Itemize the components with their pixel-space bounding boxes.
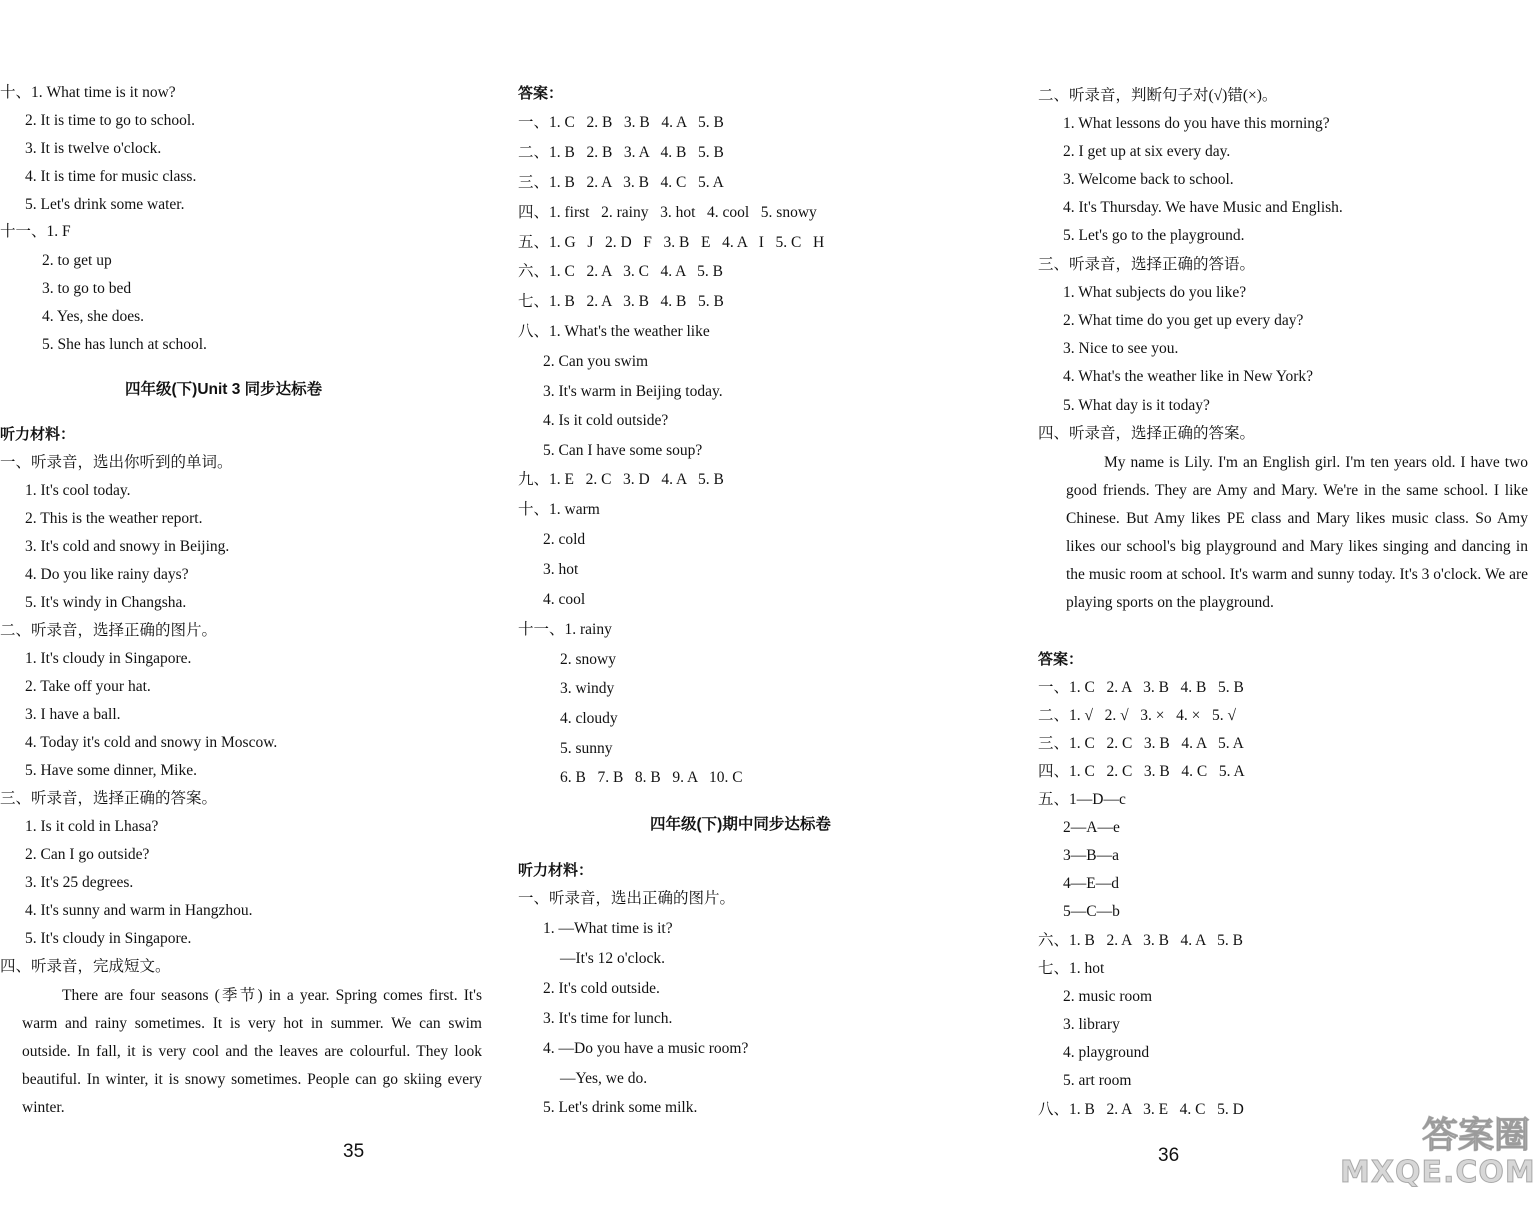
answer-line: 3. library: [1063, 1016, 1120, 1033]
question-heading: 三、听录音，选择正确的答语。: [1038, 256, 1256, 273]
answer-line: 八、1. B 2. A 3. E 4. C 5. D: [1038, 1101, 1244, 1118]
answer-line: 十一、1. rainy: [518, 621, 612, 638]
answer-line: 4. cloudy: [560, 710, 618, 727]
listening-line: 2. What time do you get up every day?: [1063, 312, 1304, 329]
listening-line: 1. Is it cold in Lhasa?: [25, 818, 159, 835]
listening-line: 4. —Do you have a music room?: [543, 1040, 749, 1057]
answer-line: 八、1. What's the weather like: [518, 323, 710, 340]
answer-line: 四、1. first 2. rainy 3. hot 4. cool 5. snowy: [518, 204, 817, 221]
listening-line: 3. It's time for lunch.: [543, 1010, 673, 1027]
answer-line: 4. Is it cold outside?: [543, 412, 669, 429]
question-heading: 一、听录音，选出正确的图片。: [518, 890, 736, 907]
answer-line: 二、1. √ 2. √ 3. × 4. × 5. √: [1038, 707, 1237, 724]
answers-heading: 答案：: [1038, 651, 1084, 668]
listening-line: 2. It's cold outside.: [543, 980, 660, 997]
page-number: 36: [1158, 1145, 1180, 1166]
answer-line: 2. Can you swim: [543, 353, 649, 370]
answer-line: 三、1. C 2. C 3. B 4. A 5. A: [1038, 735, 1244, 752]
listening-line: 2. I get up at six every day.: [1063, 143, 1231, 160]
listening-line: 2. This is the weather report.: [25, 510, 203, 527]
listening-line: 2. Take off your hat.: [25, 678, 151, 695]
answers-heading: 答案：: [518, 85, 564, 102]
answer-line: 4. Yes, she does.: [42, 308, 145, 325]
answer-line: 四、1. C 2. C 3. B 4. C 5. A: [1038, 763, 1245, 780]
question-heading: 一、听录音，选出你听到的单词。: [0, 454, 233, 471]
listening-line: 4. Do you like rainy days?: [25, 566, 189, 583]
answer-line: 3. to go to bed: [42, 280, 132, 297]
answer-line: 5. art room: [1063, 1072, 1132, 1089]
listening-line: 3. It's 25 degrees.: [25, 874, 134, 891]
listening-line: 4. What's the weather like in New York?: [1063, 368, 1314, 385]
listening-line: 5. It's cloudy in Singapore.: [25, 930, 192, 947]
question-heading: 二、听录音，选择正确的图片。: [0, 622, 218, 639]
answer-line: 十一、1. F: [0, 223, 71, 240]
listening-line: 1. What lessons do you have this morning?: [1063, 115, 1330, 132]
watermark-url-text: MXQE.COM: [1340, 1155, 1536, 1190]
answer-line: 6. B 7. B 8. B 9. A 10. C: [560, 769, 743, 786]
listening-line: 5. Have some dinner, Mike.: [25, 762, 197, 779]
listening-line: 3. Welcome back to school.: [1063, 171, 1234, 188]
listening-line: 4. Today it's cold and snowy in Moscow.: [25, 734, 278, 751]
answer-line: 二、1. B 2. B 3. A 4. B 5. B: [518, 144, 724, 161]
answer-line: 十、1. What time is it now?: [0, 84, 176, 101]
answer-line: 3. windy: [560, 680, 615, 697]
listening-heading: 听力材料：: [518, 862, 594, 879]
answer-line: 5—C—b: [1063, 903, 1120, 920]
answer-line: 3. It is twelve o'clock.: [25, 140, 162, 157]
listening-line: 5. What day is it today?: [1063, 397, 1210, 414]
question-heading: 四、听录音，完成短文。: [0, 958, 171, 975]
listening-line: 2. Can I go outside?: [25, 846, 150, 863]
listening-line: —It's 12 o'clock.: [560, 950, 666, 967]
answer-line: 2. cold: [543, 531, 586, 548]
answer-line: 4. playground: [1063, 1044, 1150, 1061]
question-heading: 四、听录音，选择正确的答案。: [1038, 425, 1256, 442]
answer-line: 2. It is time to go to school.: [25, 112, 196, 129]
section-title: 四年级(下)Unit 3 同步达标卷: [125, 381, 323, 398]
question-heading: 二、听录音，判断句子对(√)错(×)。: [1038, 87, 1278, 104]
listening-line: 5. It's windy in Changsha.: [25, 594, 187, 611]
watermark-logo-text: 答案圈: [1421, 1115, 1530, 1156]
answer-line: 4. cool: [543, 591, 586, 608]
listening-line: 4. It's Thursday. We have Music and English.: [1063, 199, 1343, 216]
answer-line: 5. Let's drink some water.: [25, 196, 185, 213]
listening-passage: There are four seasons (季节) in a year. Spring comes first. It's warm and rainy sometimes. It is very hot in summer. We can swim outside. In fall, it is very cool and the leaves are colourful. They look beautiful. In winter, it is snowy sometimes. People can go skiing every winter.: [22, 987, 482, 1116]
answer-line: 六、1. B 2. A 3. B 4. A 5. B: [1038, 932, 1243, 949]
listening-line: 3. Nice to see you.: [1063, 340, 1179, 357]
listening-line: 1. —What time is it?: [543, 920, 673, 937]
answer-line: 三、1. B 2. A 3. B 4. C 5. A: [518, 174, 724, 191]
answer-line: 2. snowy: [560, 651, 616, 668]
page-number: 35: [343, 1141, 365, 1162]
answer-line: 十、1. warm: [518, 501, 600, 518]
answer-line: 5. Can I have some soup?: [543, 442, 703, 459]
answer-line: 九、1. E 2. C 3. D 4. A 5. B: [518, 471, 724, 488]
listening-heading: 听力材料：: [0, 426, 76, 443]
answer-line: 2. music room: [1063, 988, 1153, 1005]
answer-line: 5. sunny: [560, 740, 613, 757]
listening-line: 3. I have a ball.: [25, 706, 121, 723]
listening-line: 3. It's cold and snowy in Beijing.: [25, 538, 230, 555]
answer-line: 五、1. G J 2. D F 3. B E 4. A I 5. C H: [518, 234, 825, 251]
section-title: 四年级(下)期中同步达标卷: [650, 816, 831, 833]
answer-line: 七、1. B 2. A 3. B 4. B 5. B: [518, 293, 724, 310]
site-watermark: [1340, 1107, 1536, 1197]
answer-line: 六、1. C 2. A 3. C 4. A 5. B: [518, 263, 723, 280]
answer-line: 2. to get up: [42, 252, 112, 269]
listening-line: 5. Let's go to the playground.: [1063, 227, 1245, 244]
listening-line: 5. Let's drink some milk.: [543, 1099, 698, 1116]
answer-line: 七、1. hot: [1038, 960, 1105, 977]
answer-line: 3. It's warm in Beijing today.: [543, 383, 723, 400]
listening-line: —Yes, we do.: [560, 1070, 648, 1087]
answer-line: 五、1—D—c: [1038, 791, 1126, 808]
answer-line: 一、1. C 2. B 3. B 4. A 5. B: [518, 114, 724, 131]
answer-line: 3—B—a: [1063, 847, 1119, 864]
answer-line: 2—A—e: [1063, 819, 1120, 836]
question-heading: 三、听录音，选择正确的答案。: [0, 790, 218, 807]
listening-passage: My name is Lily. I'm an English girl. I'm ten years old. I have two good friends. They are Amy and Mary. We're in the same school. I like Chinese. But Amy likes PE class and Mary likes music class. So Amy likes our school's big playground and Mary likes singing and dancing in the music room at school. It's warm and sunny today. It's 3 o'clock. We are playing sports on the playground.: [1066, 454, 1528, 611]
listening-line: 1. It's cloudy in Singapore.: [25, 650, 192, 667]
answer-line: 5. She has lunch at school.: [42, 336, 207, 353]
listening-line: 1. It's cool today.: [25, 482, 131, 499]
answer-line: 4—E—d: [1063, 875, 1119, 892]
answer-line: 一、1. C 2. A 3. B 4. B 5. B: [1038, 679, 1244, 696]
listening-line: 1. What subjects do you like?: [1063, 284, 1247, 301]
answer-line: 4. It is time for music class.: [25, 168, 197, 185]
listening-line: 4. It's sunny and warm in Hangzhou.: [25, 902, 253, 919]
answer-line: 3. hot: [543, 561, 579, 578]
